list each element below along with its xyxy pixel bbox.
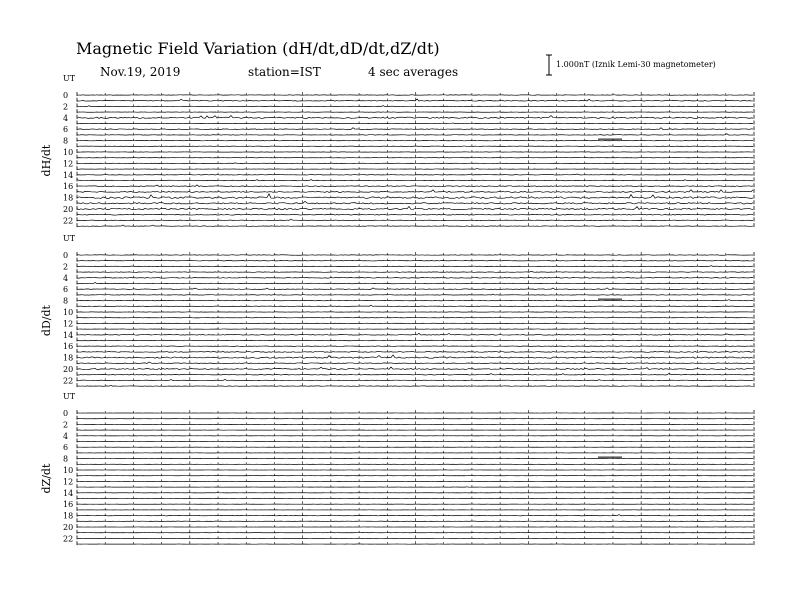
row-hour-label: 20: [63, 205, 74, 214]
row-hour-label: 8: [63, 136, 69, 146]
row-hour-label: 18: [63, 353, 74, 363]
row-hour-label: 4: [63, 113, 69, 123]
row-hour-label: 8: [63, 296, 69, 306]
row-hour-label: 0: [63, 91, 69, 100]
trace-line: [77, 180, 753, 181]
row-hour-label: 22: [63, 216, 74, 226]
trace-line: [77, 168, 753, 169]
trace-line: [77, 333, 753, 335]
row-hour-label: 6: [63, 125, 69, 135]
trace-line: [77, 317, 753, 318]
trace-line: [77, 214, 753, 215]
station-label: station=IST: [248, 65, 321, 79]
trace-line: [77, 305, 753, 306]
trace-line: [77, 515, 753, 516]
trace-line: [77, 362, 753, 364]
row-hour-label: 10: [63, 308, 74, 317]
trace-line: [77, 294, 753, 295]
trace-line: [77, 328, 753, 329]
date-label: Nov.19, 2019: [100, 65, 181, 79]
row-hour-label: 12: [63, 159, 74, 169]
trace-line: [77, 163, 753, 164]
trace-line: [77, 385, 753, 386]
row-hour-label: 6: [63, 285, 69, 295]
ut-label: UT: [63, 392, 76, 401]
trace-line: [77, 174, 753, 175]
trace-line: [77, 277, 753, 278]
row-hour-label: 16: [63, 342, 74, 352]
row-hour-label: 6: [63, 443, 69, 453]
trace-line: [77, 373, 753, 375]
trace-line: [77, 206, 753, 209]
row-hour-label: 20: [63, 365, 74, 374]
trace-line: [77, 128, 753, 130]
trace-line: [77, 266, 753, 267]
y-axis-label: dD/dt: [40, 305, 53, 337]
row-hour-label: 2: [63, 102, 69, 112]
trace-line: [77, 116, 753, 119]
trace-line: [77, 355, 753, 358]
chart-title: Magnetic Field Variation (dH/dt,dD/dt,dZ/dt): [76, 39, 440, 58]
trace-line: [77, 225, 753, 226]
row-hour-label: 18: [63, 193, 74, 203]
row-hour-label: 18: [63, 511, 74, 521]
row-hour-label: 2: [63, 262, 69, 272]
row-hour-label: 12: [63, 477, 74, 487]
ut-label: UT: [63, 234, 76, 243]
row-hour-label: 2: [63, 420, 69, 430]
trace-line: [77, 185, 753, 187]
row-hour-label: 4: [63, 273, 69, 283]
trace-line: [77, 134, 753, 135]
scale-bar-label: 1.000nT (Iznik Lemi-30 magnetometer): [556, 60, 716, 69]
row-hour-label: 14: [63, 330, 74, 340]
trace-line: [77, 219, 753, 221]
row-hour-label: 4: [63, 431, 69, 441]
row-hour-label: 16: [63, 182, 74, 192]
row-hour-label: 16: [63, 500, 74, 510]
trace-line: [77, 288, 753, 290]
trace-line: [77, 352, 753, 353]
y-axis-label: dZ/dt: [40, 463, 53, 494]
row-hour-label: 10: [63, 466, 74, 475]
trace-line: [77, 123, 753, 124]
trace-line: [77, 271, 753, 272]
averaging-label: 4 sec averages: [368, 65, 459, 79]
row-hour-label: 14: [63, 488, 74, 498]
trace-line: [77, 283, 753, 284]
row-hour-label: 12: [63, 319, 74, 329]
y-axis-label: dH/dt: [40, 144, 53, 177]
trace-line: [77, 300, 753, 301]
row-hour-label: 22: [63, 534, 74, 544]
trace-line: [77, 106, 753, 107]
trace-line: [77, 379, 753, 380]
trace-line: [77, 99, 753, 101]
row-hour-label: 10: [63, 148, 74, 157]
row-hour-label: 14: [63, 170, 74, 180]
trace-line: [77, 367, 753, 369]
ut-label: UT: [63, 74, 76, 83]
trace-line: [77, 190, 753, 193]
row-hour-label: 8: [63, 454, 69, 464]
trace-line: [77, 194, 753, 198]
row-hour-label: 0: [63, 251, 69, 260]
trace-line: [77, 201, 753, 204]
row-hour-label: 22: [63, 376, 74, 386]
row-hour-label: 0: [63, 409, 69, 418]
row-hour-label: 20: [63, 523, 74, 532]
